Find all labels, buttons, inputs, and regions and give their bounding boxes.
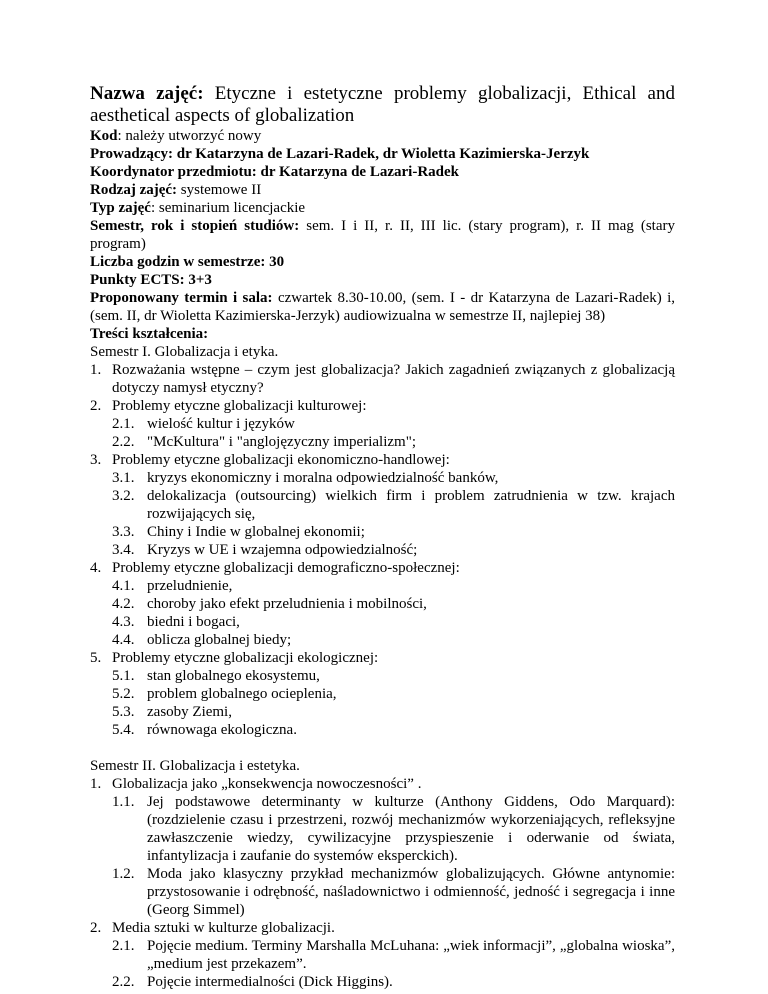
sub-list-item-number: 5.3. [112, 704, 135, 720]
course-code [90, 127, 675, 145]
sub-list-item [90, 469, 675, 487]
sub-list-item-text: delokalizacja (outsourcing) wielkich firm i problem zatrudnienia w tzw. krajach rozwijających się, [147, 488, 675, 522]
sub-list-item [90, 631, 675, 649]
list-item-text: Problemy etyczne globalizacji demograficzno-społecznej: [112, 560, 460, 576]
list-item-text: Problemy etyczne globalizacji ekologicznej: [112, 650, 379, 666]
hours [90, 253, 675, 271]
term-room-label: Proponowany termin i sala: [90, 290, 273, 306]
course-code-value: : należy utworzyć nowy [117, 128, 262, 144]
document-page [90, 83, 675, 991]
sub-list-item [90, 865, 675, 919]
coordinator [90, 163, 675, 181]
sub-list-item [90, 937, 675, 973]
class-kind [90, 181, 675, 199]
semester2-list [90, 775, 675, 991]
lecturers-text: Prowadzący: dr Katarzyna de Lazari-Radek, dr Wioletta Kazimierska-Jerzyk [90, 146, 590, 162]
sub-list-item-text: problem globalnego ocieplenia, [147, 686, 337, 702]
sub-list-item-text: równowaga ekologiczna. [147, 722, 297, 738]
list-item-text: Problemy etyczne globalizacji kulturowej: [112, 398, 367, 414]
class-type [90, 199, 675, 217]
class-type-label: Typ zajęć [90, 200, 151, 216]
list-item [90, 559, 675, 577]
list-item-text: Media sztuki w kulturze globalizacji. [112, 920, 335, 936]
sub-list-item [90, 703, 675, 721]
sub-list-item-text: Chiny i Indie w globalnej ekonomii; [147, 524, 365, 540]
sub-list-item-number: 3.4. [112, 542, 135, 558]
class-kind-value: systemowe II [177, 182, 262, 198]
list-item-number: 5. [90, 650, 102, 666]
ects-text: Punkty ECTS: 3+3 [90, 272, 212, 288]
sub-list-item-number: 1.1. [112, 794, 135, 810]
list-item-number: 1. [90, 776, 102, 792]
class-kind-label: Rodzaj zajęć: [90, 182, 178, 198]
sub-list-item-number: 5.2. [112, 686, 135, 702]
sub-list-item-number: 4.3. [112, 614, 135, 630]
list-item [90, 919, 675, 937]
sub-list-item-text: "McKultura" i "anglojęzyczny imperializm"; [147, 434, 416, 450]
sub-list-item-text: Moda jako klasyczny przykład mechanizmów globalizujących. Główne antynomie: przystosowanie i odrębność, naśladownictwo i odmienność, jedność i segregacja i inne (Georg Simmel) [147, 866, 675, 918]
semester-info-value: sem. I i II, r. II, III lic. (stary program), r. II mag (stary program) [90, 218, 675, 252]
sub-list-item [90, 973, 675, 991]
list-item [90, 361, 675, 397]
sub-list-item-text: Kryzys w UE i wzajemna odpowiedzialność; [147, 542, 418, 558]
course-title-value: Etyczne i estetyczne problemy globalizacji, Ethical and aesthetical aspects of globalization [90, 83, 675, 126]
semester1-list [90, 361, 675, 739]
sub-list-item [90, 523, 675, 541]
semester-info [90, 217, 675, 253]
list-item [90, 397, 675, 415]
sub-list-item-text: Jej podstawowe determinanty w kulturze (Anthony Giddens, Odo Marquard): (rozdzielenie czasu i przestrzeni, rozwój mechanizmów wykorzeniających, refleksyjne zawłaszczenie wiedzy, cywilizacyjne przyspieszenie i oderwanie od świata, infantylizacja i zaufanie do systemów eksperckich). [147, 794, 675, 864]
section-gap [90, 739, 675, 757]
sub-list-item-number: 5.1. [112, 668, 135, 684]
list-item-number: 4. [90, 560, 102, 576]
sub-list-item-text: wielość kultur i języków [147, 416, 295, 432]
course-title [90, 83, 675, 127]
sub-list-item [90, 487, 675, 523]
list-item-number: 2. [90, 398, 102, 414]
hours-text: Liczba godzin w semestrze: 30 [90, 254, 285, 270]
content-heading-text: Treści kształcenia: [90, 326, 209, 342]
sub-list-item-text: biedni i bogaci, [147, 614, 240, 630]
sub-list-item [90, 433, 675, 451]
sub-list-item-text: oblicza globalnej biedy; [147, 632, 292, 648]
semester1-heading: Semestr I. Globalizacja i etyka. [90, 344, 279, 360]
ects [90, 271, 675, 289]
coordinator-text: Koordynator przedmiotu: dr Katarzyna de Lazari-Radek [90, 164, 460, 180]
class-type-value: : seminarium licencjackie [150, 200, 306, 216]
list-item [90, 775, 675, 793]
course-code-label: Kod [90, 128, 118, 144]
sub-list-item-text: choroby jako efekt przeludnienia i mobilności, [147, 596, 427, 612]
sub-list-item-text: Pojęcie medium. Terminy Marshalla McLuhana: „wiek informacji”, „globalna wioska”, „medium jest przekazem”. [147, 938, 675, 972]
sub-list-item [90, 721, 675, 739]
sub-list-item-number: 3.1. [112, 470, 135, 486]
sub-list-item-number: 4.4. [112, 632, 135, 648]
term-room-value: czwartek 8.30-10.00, (sem. I - dr Katarzyna de Lazari-Radek) i, (sem. II, dr Wioletta Kazimierska-Jerzyk) audiowizualna w semestrze II, najlepiej 38) [90, 290, 675, 324]
list-item-text: Rozważania wstępne – czym jest globalizacja? Jakich zagadnień związanych z globalizacją dotyczy namysł etyczny? [112, 362, 675, 396]
sub-list-item-text: przeludnienie, [147, 578, 233, 594]
sub-list-item-number: 3.3. [112, 524, 135, 540]
sub-list-item-number: 4.2. [112, 596, 135, 612]
sub-list-item-number: 1.2. [112, 866, 135, 882]
list-item-text: Problemy etyczne globalizacji ekonomiczno-handlowej: [112, 452, 450, 468]
list-item-text: Globalizacja jako „konsekwencja nowoczesności” . [112, 776, 422, 792]
sub-list-item-number: 2.2. [112, 974, 135, 990]
lecturers [90, 145, 675, 163]
content-heading [90, 325, 675, 343]
semester-info-label: Semestr, rok i stopień studiów: [90, 218, 300, 234]
sub-list-item [90, 577, 675, 595]
list-item-number: 2. [90, 920, 102, 936]
sub-list-item-number: 5.4. [112, 722, 135, 738]
sub-list-item [90, 541, 675, 559]
sub-list-item-number: 2.1. [112, 416, 135, 432]
term-room [90, 289, 675, 325]
list-item-number: 1. [90, 362, 102, 378]
sub-list-item [90, 595, 675, 613]
sub-list-item-text: kryzys ekonomiczny i moralna odpowiedzialność banków, [147, 470, 499, 486]
sub-list-item-number: 3.2. [112, 488, 135, 504]
sub-list-item [90, 415, 675, 433]
sub-list-item-text: Pojęcie intermedialności (Dick Higgins). [147, 974, 393, 990]
sub-list-item-text: zasoby Ziemi, [147, 704, 232, 720]
sub-list-item-text: stan globalnego ekosystemu, [147, 668, 320, 684]
sub-list-item [90, 613, 675, 631]
list-item-number: 3. [90, 452, 102, 468]
sub-list-item-number: 4.1. [112, 578, 135, 594]
sub-list-item-number: 2.2. [112, 434, 135, 450]
list-item [90, 451, 675, 469]
sub-list-item [90, 793, 675, 865]
semester2-heading: Semestr II. Globalizacja i estetyka. [90, 758, 300, 774]
sub-list-item [90, 667, 675, 685]
course-title-label: Nazwa zajęć: [90, 83, 204, 104]
sub-list-item [90, 685, 675, 703]
sub-list-item-number: 2.1. [112, 938, 135, 954]
list-item [90, 649, 675, 667]
